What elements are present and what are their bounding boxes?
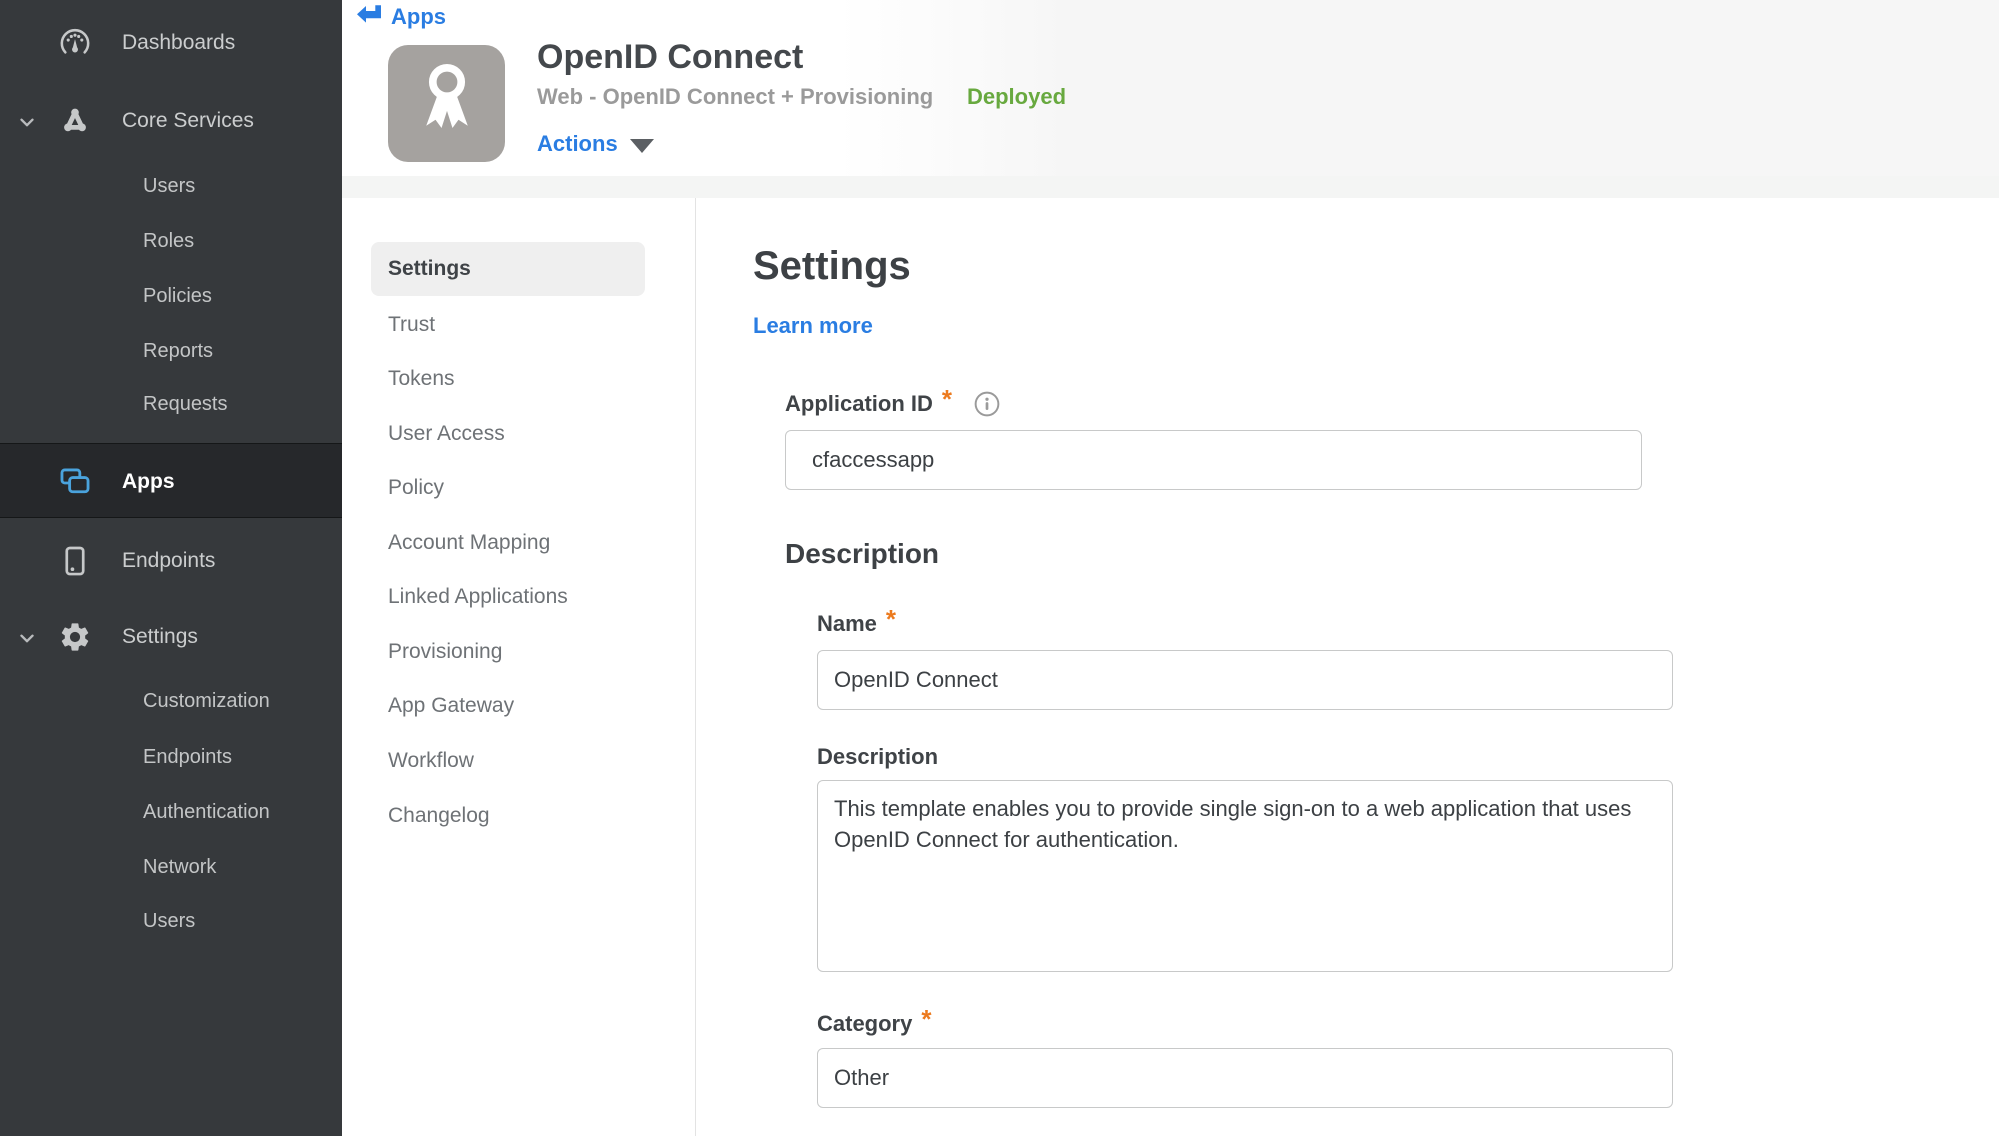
sidebar-subitem-reports[interactable]: Reports xyxy=(143,340,214,362)
actions-label: Actions xyxy=(537,131,618,156)
ribbon-icon xyxy=(412,55,482,155)
description-section-heading: Description xyxy=(785,538,940,569)
required-asterisk: * xyxy=(921,1004,932,1034)
tab-workflow[interactable]: Workflow xyxy=(388,749,474,772)
application-id-label: Application ID * xyxy=(785,388,1000,419)
sidebar-subitem-authentication[interactable]: Authentication xyxy=(143,801,270,823)
description-label: Description xyxy=(817,744,939,769)
back-link-label: Apps xyxy=(391,4,446,29)
sidebar xyxy=(0,0,342,1136)
dropdown-caret-icon xyxy=(630,139,654,153)
actions-dropdown[interactable] xyxy=(537,131,654,157)
sidebar-subitem-users[interactable]: Users xyxy=(143,910,196,932)
sidebar-item-dashboards[interactable] xyxy=(0,26,342,60)
description-textarea[interactable] xyxy=(817,780,1673,972)
apps-icon xyxy=(58,464,92,498)
tab-app-gateway[interactable]: App Gateway xyxy=(388,694,515,717)
sidebar-item-settings[interactable] xyxy=(0,620,342,654)
main-content xyxy=(342,198,1999,1136)
chevron-down-icon[interactable] xyxy=(16,627,38,649)
category-input[interactable] xyxy=(817,1048,1673,1108)
tab-trust[interactable]: Trust xyxy=(388,313,436,336)
tab-changelog[interactable]: Changelog xyxy=(388,804,490,827)
category-label: Category * xyxy=(817,1004,932,1036)
chevron-down-icon[interactable] xyxy=(16,111,38,133)
app-icon xyxy=(388,45,505,162)
tab-provisioning[interactable]: Provisioning xyxy=(388,640,503,663)
application-id-input[interactable] xyxy=(785,430,1642,490)
tab-linked-applications[interactable]: Linked Applications xyxy=(388,585,568,608)
required-asterisk: * xyxy=(941,384,953,414)
name-input[interactable] xyxy=(817,650,1673,710)
tablet-icon xyxy=(58,544,92,578)
learn-more-link[interactable]: Learn more xyxy=(753,313,873,338)
sidebar-subitem-roles[interactable]: Roles xyxy=(143,230,195,252)
sidebar-item-label: Settings xyxy=(122,625,198,648)
tab-policy[interactable]: Policy xyxy=(388,476,445,499)
page-title: Settings xyxy=(753,244,911,288)
app-title: OpenID Connect xyxy=(537,38,804,76)
subnav-divider xyxy=(695,198,696,1136)
required-asterisk: * xyxy=(885,604,897,634)
sidebar-item-apps[interactable] xyxy=(0,443,342,518)
tab-settings[interactable]: Settings xyxy=(371,242,645,296)
back-link-apps[interactable] xyxy=(356,4,446,30)
sidebar-item-endpoints[interactable] xyxy=(0,544,342,578)
tab-account-mapping[interactable]: Account Mapping xyxy=(388,531,551,554)
sidebar-item-label: Dashboards xyxy=(122,31,236,54)
sidebar-item-core-services[interactable] xyxy=(0,104,342,138)
header-divider-band xyxy=(342,176,1999,198)
info-icon[interactable] xyxy=(974,391,1000,417)
settings-form xyxy=(753,198,1903,1136)
gauge-icon xyxy=(58,26,92,60)
status-badge: Deployed xyxy=(967,84,1067,109)
cluster-icon xyxy=(58,104,92,138)
tab-user-access[interactable]: User Access xyxy=(388,422,505,445)
sidebar-item-label: Endpoints xyxy=(122,549,216,572)
sidebar-subitem-network[interactable]: Network xyxy=(143,856,217,878)
gear-icon xyxy=(58,620,92,654)
sidebar-item-label: Core Services xyxy=(122,109,254,132)
app-header xyxy=(342,0,1999,176)
tab-tokens[interactable]: Tokens xyxy=(388,367,455,390)
sidebar-item-label: Apps xyxy=(122,470,175,493)
sidebar-subitem-policies[interactable]: Policies xyxy=(143,285,212,307)
sidebar-subitem-customization[interactable]: Customization xyxy=(143,690,270,712)
sidebar-subitem-users[interactable]: Users xyxy=(143,175,196,197)
back-arrow-icon xyxy=(356,4,382,30)
name-label: Name * xyxy=(817,604,897,636)
app-subtitle: Web - OpenID Connect + Provisioning xyxy=(537,84,934,109)
sidebar-subitem-endpoints[interactable]: Endpoints xyxy=(143,746,232,768)
sidebar-subitem-requests[interactable]: Requests xyxy=(143,393,228,415)
